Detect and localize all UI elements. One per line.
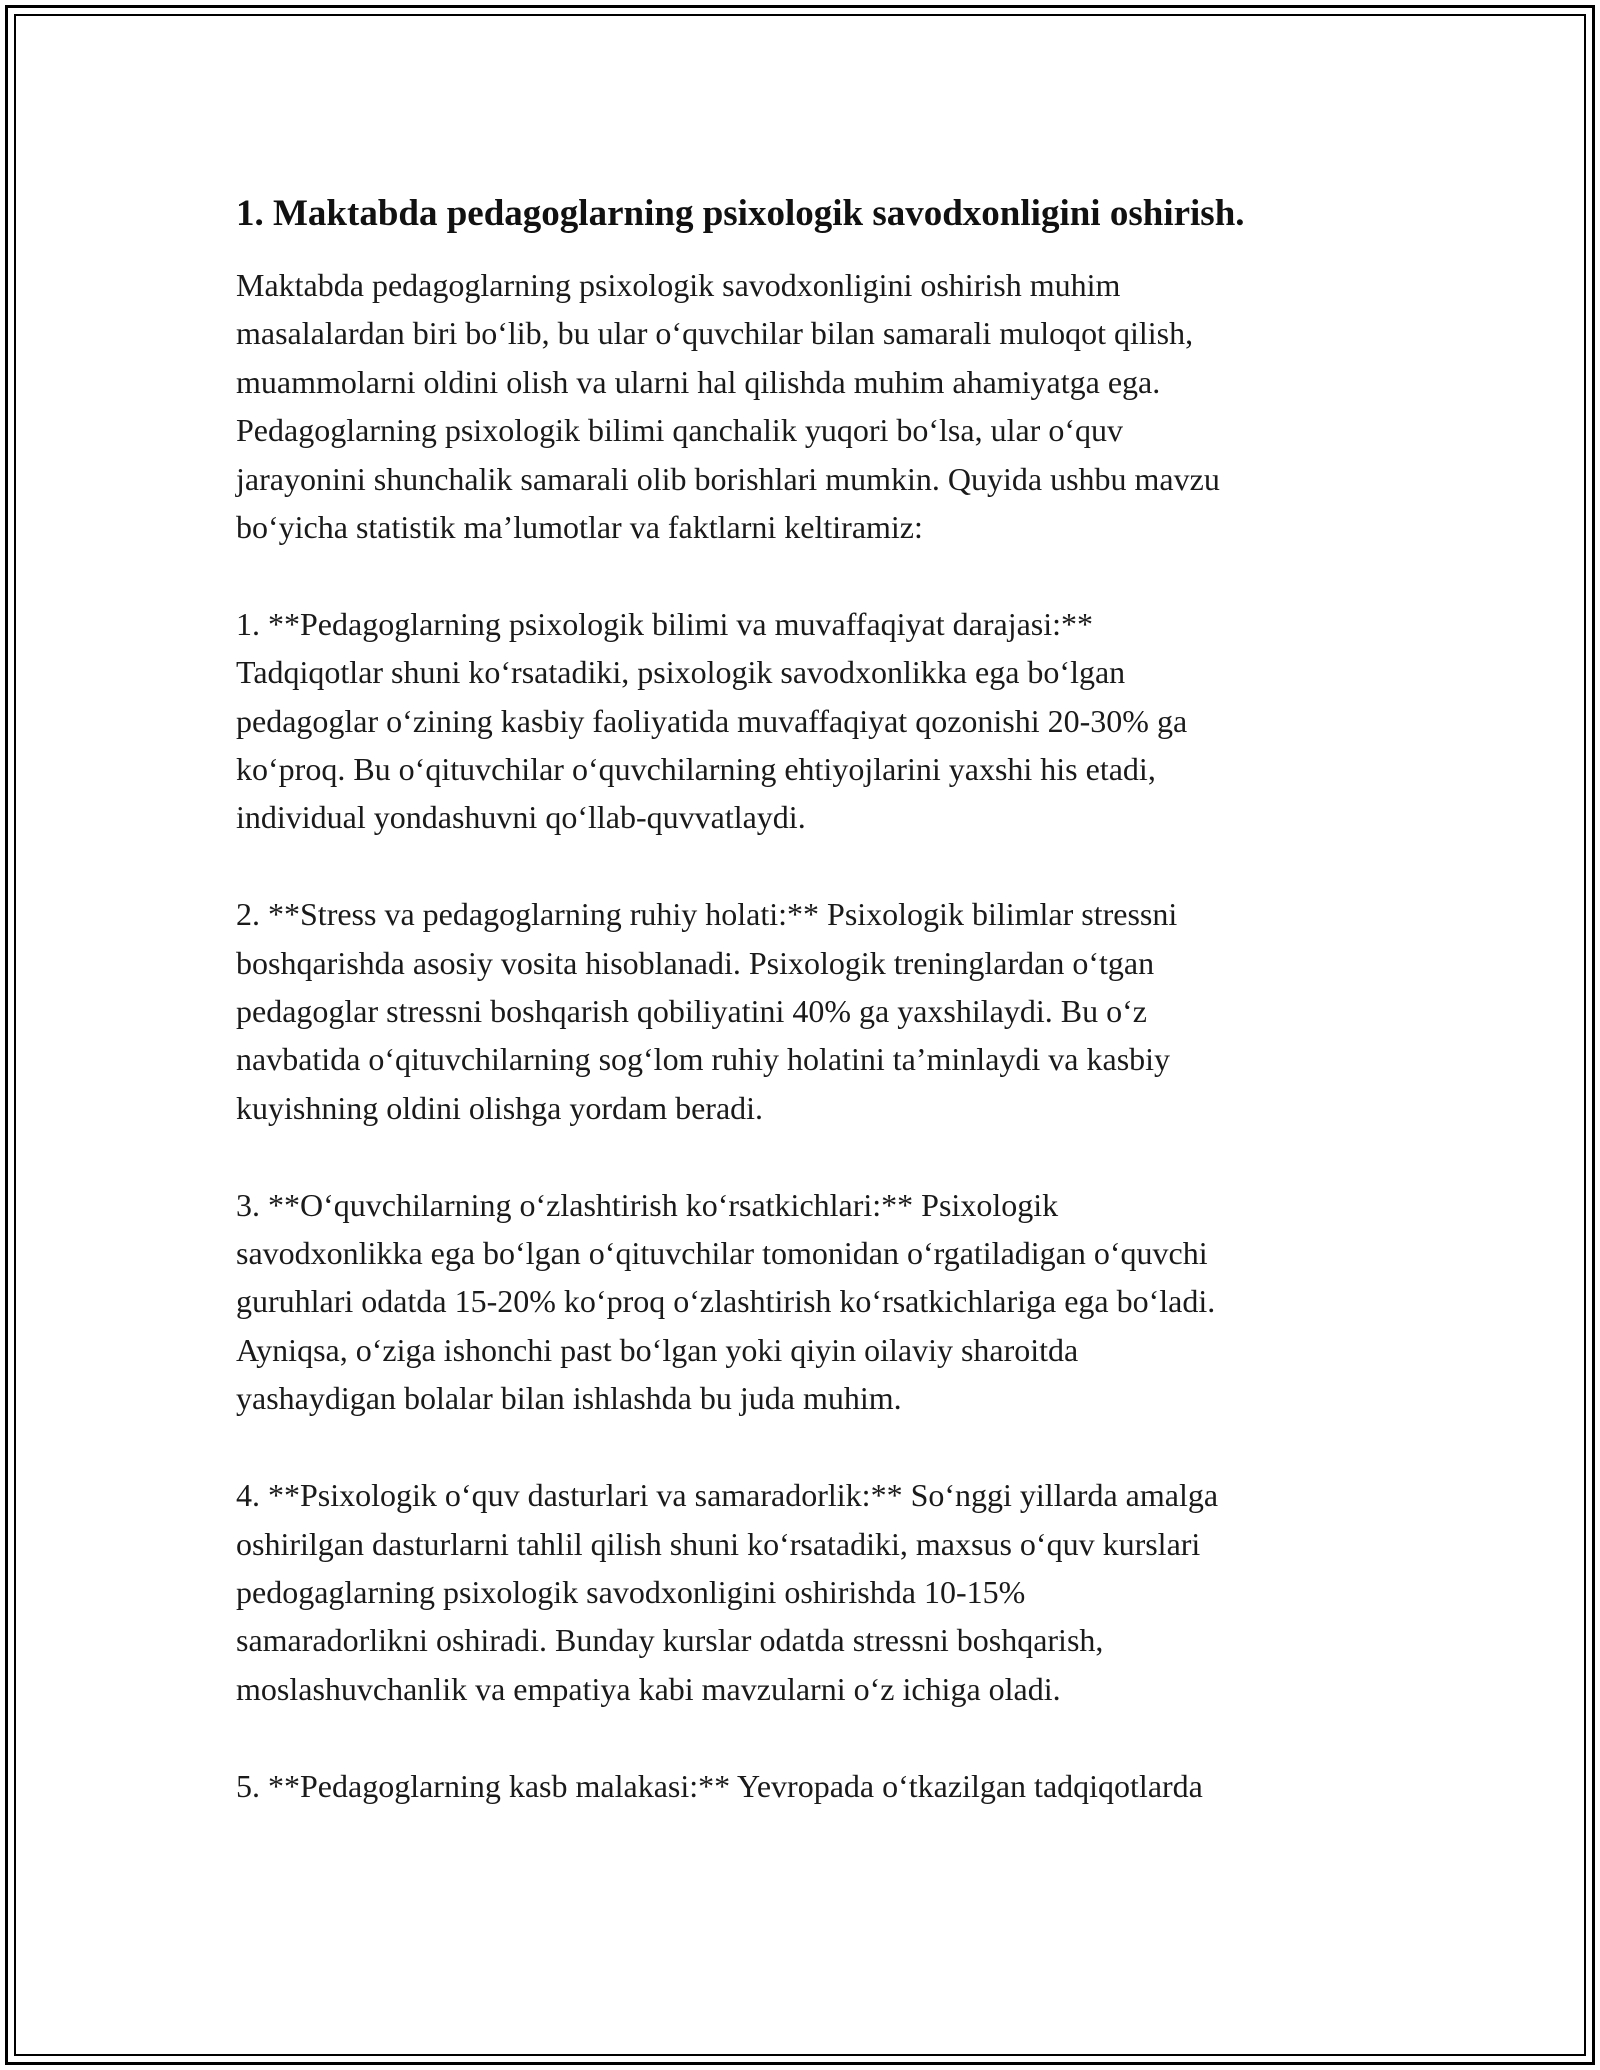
list-item-1: 1. **Pedagoglarning psixologik bilimi va muvaffaqiyat darajasi:** Tadqiqotlar shuni ko‘rsatadiki, psixologik savodxonlikka ega bo‘lgan pedagoglar o‘zining kasbiy faoliyatida muvaffaqiyat qozonishi 20-30% ga ko‘proq. Bu o‘qituvchilar o‘quvchilarning ehtiyojlarini yaxshi his etadi, individual yondashuvni qo‘llab-quvvatlaydi. xyxy=(236,605,1188,836)
list-item-2: 2. **Stress va pedagoglarning ruhiy holati:** Psixologik bilimlar stressni boshqarishda asosiy vosita hisoblanadi. Psixologik treninglardan o‘tgan pedagoglar stressni boshqarish qobiliyatini 40% ga yaxshilaydi. Bu o‘z navbatida o‘qituvchilarning sog‘lom ruhiy holatini ta’minlaydi va kasbiy kuyishning oldini olishga yordam beradi. xyxy=(236,896,1178,1126)
document-title: 1. Maktabda pedagoglarning psixologik savodxonligini oshirish. xyxy=(236,193,1245,234)
list-item-4: 4. **Psixologik o‘quv dasturlari va samaradorlik:** So‘nggi yillarda amalga oshirilgan dasturlarni tahlil qilish shuni ko‘rsatadiki, maxsus o‘quv kurslari pedogaglarning psixologik savodxonligini oshirishda 10-15% samaradorlikni oshiradi. Bunday kurslar odatda stressni boshqarish, moslashuvchanlik va empatiya kabi mavzularni o‘z ichiga oladi. xyxy=(236,1477,1219,1707)
list-item-5: 5. **Pedagoglarning kasb malakasi:** Yevropada o‘tkazilgan tadqiqotlarda xyxy=(236,1767,1203,1804)
list-item-3: 3. **O‘quvchilarning o‘zlashtirish ko‘rsatkichlari:** Psixologik savodxonlikka ega bo‘lgan o‘qituvchilar tomonidan o‘rgatiladigan o‘quvchi guruhlari odatda 15-20% ko‘proq o‘zlashtirish ko‘rsatkichlariga ega bo‘ladi. Ayniqsa, o‘ziga ishonchi past bo‘lgan yoki qiyin oilaviy sharoitda yashaydigan bolalar bilan ishlashda bu juda muhim. xyxy=(236,1186,1216,1417)
document-body xyxy=(236,186,1376,1810)
intro-paragraph: Maktabda pedagoglarning psixologik savodxonligini oshirish muhim masalalardan biri bo‘lib, bu ular o‘quvchilar bilan samarali muloqot qilish, muammolarni oldini olish va ularni hal qilishda muhim ahamiyatga ega. Pedagoglarning psixologik bilimi qanchalik yuqori bo‘lsa, ular o‘quv jarayonini shunchalik samarali olib borishlari mumkin. Quyida ushbu mavzu bo‘yicha statistik ma’lumotlar va faktlarni keltiramiz: xyxy=(236,267,1220,546)
